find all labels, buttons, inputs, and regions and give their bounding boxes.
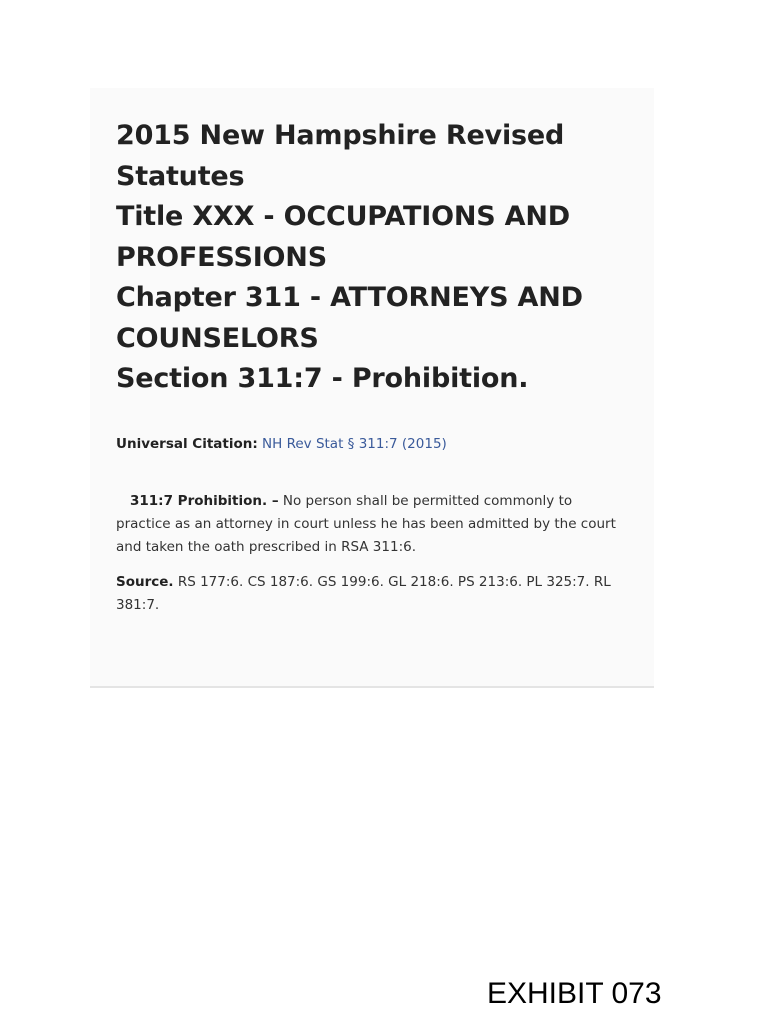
- source-line: 381:7.: [116, 596, 160, 613]
- statute-content: [116, 116, 646, 617]
- heading-line: Chapter 311 - ATTORNEYS AND: [116, 282, 583, 313]
- heading-line: Section 311:7 - Prohibition.: [116, 363, 529, 394]
- source-label: Source.: [116, 573, 174, 590]
- universal-citation: [116, 434, 646, 454]
- source-line: [116, 571, 646, 594]
- divider: [90, 686, 654, 688]
- heading-line: 2015 New Hampshire Revised: [116, 120, 565, 151]
- section-text: [116, 490, 646, 559]
- section-line-rest: No person shall be permitted commonly to: [278, 492, 573, 509]
- section-line: [116, 490, 646, 513]
- section-lead: 311:7 Prohibition. –: [130, 492, 279, 509]
- citation-label: Universal Citation:: [116, 435, 258, 452]
- heading-line: Statutes: [116, 160, 245, 192]
- heading-line: COUNSELORS: [116, 322, 319, 354]
- heading-line: PROFESSIONS: [116, 241, 327, 273]
- heading-line: Title XXX - OCCUPATIONS AND: [116, 201, 570, 232]
- source-line-rest: RS 177:6. CS 187:6. GS 199:6. GL 218:6. PS 213:6. PL 325:7. RL: [173, 573, 611, 590]
- exhibit-label: EXHIBIT 073: [487, 977, 662, 1010]
- source-note: [116, 571, 646, 617]
- statute-heading: [116, 116, 646, 400]
- section-line: and taken the oath prescribed in RSA 311:6.: [116, 538, 417, 555]
- section-line: practice as an attorney in court unless he has been admitted by the court: [116, 515, 616, 532]
- citation-link[interactable]: NH Rev Stat § 311:7 (2015): [262, 435, 447, 452]
